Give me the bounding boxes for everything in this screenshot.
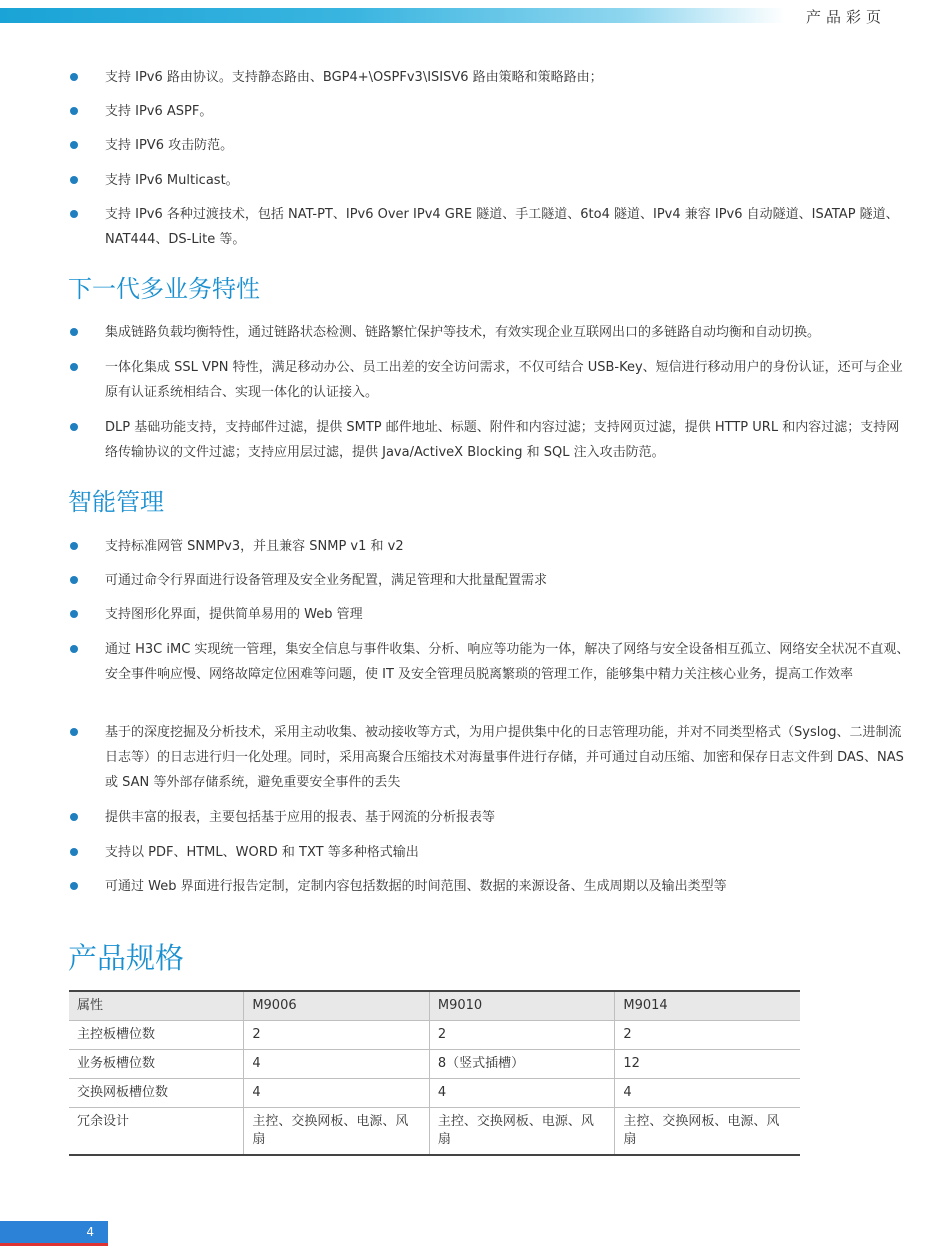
bullet-icon (70, 576, 78, 584)
table-cell: 主控、交换网板、电源、风扇 (615, 1108, 800, 1156)
column-header: 属性 (69, 991, 244, 1021)
bullet-icon (70, 423, 78, 431)
bullet-icon (70, 176, 78, 184)
table-cell: 主控板槽位数 (69, 1021, 244, 1050)
page-number: 4 (86, 1225, 94, 1239)
table-cell: 2 (429, 1021, 615, 1050)
page-number-tab (0, 1221, 108, 1243)
table-cell: 12 (615, 1050, 800, 1079)
section-title-spec: 产品规格 (68, 941, 185, 975)
column-header: M9010 (429, 991, 615, 1021)
bullet-icon (70, 73, 78, 81)
table-cell: 4 (615, 1079, 800, 1108)
table-cell: 8（竖式插槽） (429, 1050, 615, 1079)
table-row (69, 1050, 800, 1079)
bullet-icon (70, 848, 78, 856)
table-cell: 2 (615, 1021, 800, 1050)
table-row (69, 1079, 800, 1108)
table-cell: 主控、交换网板、电源、风扇 (244, 1108, 430, 1156)
table-cell: 4 (244, 1050, 430, 1079)
table-cell: 主控、交换网板、电源、风扇 (429, 1108, 615, 1156)
column-header: M9006 (244, 991, 430, 1021)
section-title-next-gen: 下一代多业务特性 (68, 275, 260, 303)
column-header: M9014 (615, 991, 800, 1021)
bullet-icon (70, 813, 78, 821)
table-cell: 冗余设计 (69, 1108, 244, 1156)
table-header-row (69, 991, 800, 1021)
table-cell: 2 (244, 1021, 430, 1050)
spec-table (69, 990, 800, 1156)
bullet-icon (70, 542, 78, 550)
section-title-smart-management: 智能管理 (68, 488, 164, 516)
table-row (69, 1021, 800, 1050)
table-cell: 4 (429, 1079, 615, 1108)
table-row (69, 1108, 800, 1156)
bullet-icon (70, 141, 78, 149)
bullet-icon (70, 645, 78, 653)
table-cell: 业务板槽位数 (69, 1050, 244, 1079)
table-cell: 4 (244, 1079, 430, 1108)
bullet-icon (70, 882, 78, 890)
bullet-icon (70, 210, 78, 218)
header-label: 产品彩页 (806, 8, 887, 26)
bullet-icon (70, 610, 78, 618)
bullet-icon (70, 728, 78, 736)
bullet-icon (70, 107, 78, 115)
header-gradient-bar (0, 8, 785, 23)
bullet-icon (70, 328, 78, 336)
bullet-icon (70, 363, 78, 371)
page-number-underline (0, 1243, 108, 1246)
table-cell: 交换网板槽位数 (69, 1079, 244, 1108)
